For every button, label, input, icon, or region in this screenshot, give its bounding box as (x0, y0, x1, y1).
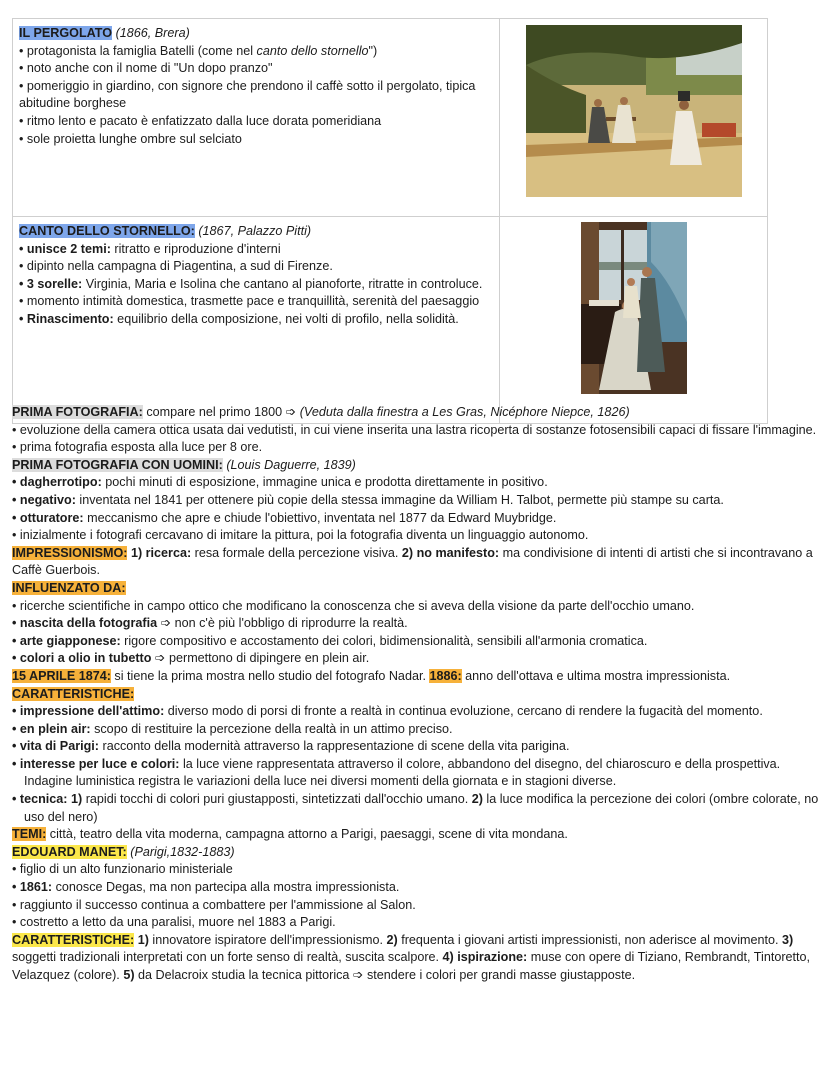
pergolato-title: IL PERGOLATO (19, 26, 113, 40)
pergolato-bullet: • ritmo lento e pacato è enfatizzato dalla luce dorata pomeridiana (19, 113, 382, 128)
key: • impressione dell'attimo: (12, 704, 165, 719)
text: soggetti tradizionali interpretati con un forte senso di realtà, suscita scalpore. (12, 950, 443, 965)
text: rapidi tocchi di colori puri giustapposti, sintetizzati dall'occhio umano. (82, 792, 472, 807)
key: • otturatore: (12, 510, 84, 525)
key: 5) (123, 968, 135, 982)
pergolato-text-cell (13, 19, 500, 217)
stornello-key: • 3 sorelle: (19, 276, 83, 291)
text-em: (Parigi,1832-1883) (126, 844, 235, 859)
text: inventata nel 1841 per ottenere più copie della stessa immagine da William H. Talbot, permette più stampe su carta. (75, 492, 724, 507)
stornello-value: ritratto e riproduzione d'interni (110, 241, 281, 256)
bullet: • prima fotografia esposta alla luce per 8 ore. (12, 440, 263, 455)
key: 1) ricerca: (127, 545, 192, 560)
stornello-bullet: • momento intimità domestica, trasmette pace e tranquillità, serenità del paesaggio (19, 294, 480, 309)
key: 2) no manifesto: (398, 545, 500, 560)
bullet: • ricerche scientifiche in campo ottico che modificano la conoscenza che si aveva della visione da parte dell'occhio umano. (12, 598, 695, 613)
stornello-key: • unisce 2 temi: (19, 241, 111, 256)
text: racconto della modernità attraverso la rappresentazione di scene della vita parigina. (99, 739, 570, 754)
section-title: CARATTERISTICHE: (12, 686, 135, 701)
text: si tiene la prima mostra nello studio del fotografo Nadar. (110, 668, 430, 683)
key: • nascita della fotografia (12, 616, 158, 631)
section-title: PRIMA FOTOGRAFIA: (12, 405, 143, 419)
text: diverso modo di porsi di fronte a realtà in continua evoluzione, cercano di rendere la fugacità del momento. (164, 704, 763, 719)
key: • arte giapponese: (12, 633, 121, 648)
artworks-table (12, 18, 768, 424)
key: 4) ispirazione: (442, 950, 528, 965)
text-em: (Louis Daguerre, 1839) (222, 457, 356, 472)
stornello-value: Virginia, Maria e Isolina che cantano al pianoforte, ritratte in controluce. (82, 276, 483, 291)
pergolato-meta: (1866, Brera) (115, 26, 190, 40)
stornello-value: equilibrio della composizione, nei volti di profilo, nella solidità. (113, 311, 459, 326)
date-label: 1886: (429, 668, 462, 683)
stornello-meta: (1867, Palazzo Pitti) (198, 224, 312, 238)
text: pochi minuti di esposizione, immagine unica e prodotta direttamente in positivo. (101, 475, 548, 490)
stornello-bullet: • dipinto nella campagna di Piagentina, a sud di Firenze. (19, 259, 333, 274)
text: ➩ permettono di dipingere en plein air. (151, 651, 370, 666)
stornello-painting-image (581, 222, 687, 394)
key: • en plein air: (12, 721, 91, 736)
text: frequenta i giovani artisti impressionisti, non aderisce al movimento. (397, 932, 782, 947)
date-label: 15 APRILE 1874: (12, 668, 111, 683)
pergolato-bullet: • protagonista la famiglia Batelli (come nel (19, 43, 257, 58)
notes-body (12, 404, 820, 985)
pergolato-image-cell (500, 19, 768, 217)
section-title: CARATTERISTICHE: (12, 932, 135, 947)
text: la luce viene rappresentata attraverso il colore, abbandono del disegno, del chiaroscuro e della prospettiva. Indagine luministica registra le variazioni della luce nei diversi momenti della giornata e in stagioni diverse. (24, 756, 781, 789)
pergolato-bullet-em: canto dello stornello (256, 43, 369, 58)
pergolato-bullet: • noto anche con il nome di "Un dopo pranzo" (19, 61, 273, 76)
stornello-title: CANTO DELLO STORNELLO: (19, 224, 195, 238)
text: muse con opere di Tiziano, Rembrandt, Tintoretto, Velazquez (colore). (12, 950, 811, 982)
text: ➩ non c'è più l'obbligo di riprodurre la realtà. (157, 616, 408, 631)
section-title: IMPRESSIONISMO: (12, 545, 128, 560)
bullet: • evoluzione della camera ottica usata dai vedutisti, in cui viene inserita una lastra ricoperta di sostanze fotosensibili capaci di fissare l'immagine. (12, 422, 817, 437)
section-title: TEMI: (12, 827, 47, 842)
pergolato-bullet: • pomeriggio in giardino, con signore che prendono il caffè sotto il pergolato, tipica abitudine borghese (19, 78, 476, 111)
section-title: PRIMA FOTOGRAFIA CON UOMINI: (12, 457, 223, 472)
key: • dagherrotipo: (12, 475, 102, 490)
key: 3) (782, 932, 794, 947)
text: scopo di restituire la percezione della realtà in un attimo preciso. (90, 721, 453, 736)
bullet: • inizialmente i fotografi cercavano di imitare la pittura, poi la fotografia diventa un linguaggio autonomo. (12, 528, 589, 543)
key: • vita di Parigi: (12, 739, 99, 754)
key: • interesse per luce e colori: (12, 756, 180, 771)
text: anno dell'ottava e ultima mostra impressionista. (461, 668, 731, 683)
section-title: INFLUENZATO DA: (12, 580, 126, 595)
text: meccanismo che apre e chiude l'obiettivo, inventata nel 1877 da Edward Muybridge. (83, 510, 557, 525)
key: • negativo: (12, 492, 76, 507)
text: la luce modifica la percezione dei colori (ombre colorate, no uso del nero) (24, 792, 819, 824)
text: compare nel primo 1800 ➩ (142, 405, 300, 419)
key: 1) (134, 932, 149, 947)
text-em: (Veduta dalla finestra a Les Gras, Nicéphore Niepce, 1826) (299, 405, 630, 419)
pergolato-bullet-end: ") (368, 43, 378, 58)
key: • colori a olio in tubetto (12, 651, 152, 666)
bullet: • figlio di un alto funzionario ministeriale (12, 862, 233, 877)
stornello-key: • Rinascimento: (19, 311, 114, 326)
key: • tecnica: 1) (12, 792, 83, 807)
text: ma condivisione di intenti di artisti che si incontravano a Caffè Guerbois. (12, 545, 813, 578)
bullet: • raggiunto il successo continua a combattere per l'ammissione al Salon. (12, 897, 416, 912)
section-title: EDOUARD MANET: (12, 844, 127, 859)
stornello-text-cell (13, 217, 500, 424)
text: resa formale della percezione visiva. (191, 545, 399, 560)
text: da Delacroix studia la tecnica pittorica ➩ stendere i colori per grandi masse giustapposte. (134, 968, 636, 982)
bullet: • costretto a letto da una paralisi, muore nel 1883 a Parigi. (12, 915, 336, 930)
pergolato-bullet: • sole proietta lunghe ombre sul selciato (19, 131, 242, 146)
table-row (13, 19, 768, 217)
table-row (13, 217, 768, 424)
pergolato-painting-image (526, 25, 742, 197)
stornello-image-cell (500, 217, 768, 424)
text: città, teatro della vita moderna, campagna attorno a Parigi, paesaggi, scene di vita mondana. (46, 827, 568, 842)
text: innovatore ispiratore dell'impressionismo. (148, 932, 387, 947)
key: 2) (386, 932, 398, 947)
key: 2) (471, 792, 483, 807)
text: rigore compositivo e accostamento dei colori, bidimensionalità, sensibili all'armonia cromatica. (120, 633, 648, 648)
key: • 1861: (12, 880, 53, 895)
text: conosce Degas, ma non partecipa alla mostra impressionista. (52, 880, 400, 895)
